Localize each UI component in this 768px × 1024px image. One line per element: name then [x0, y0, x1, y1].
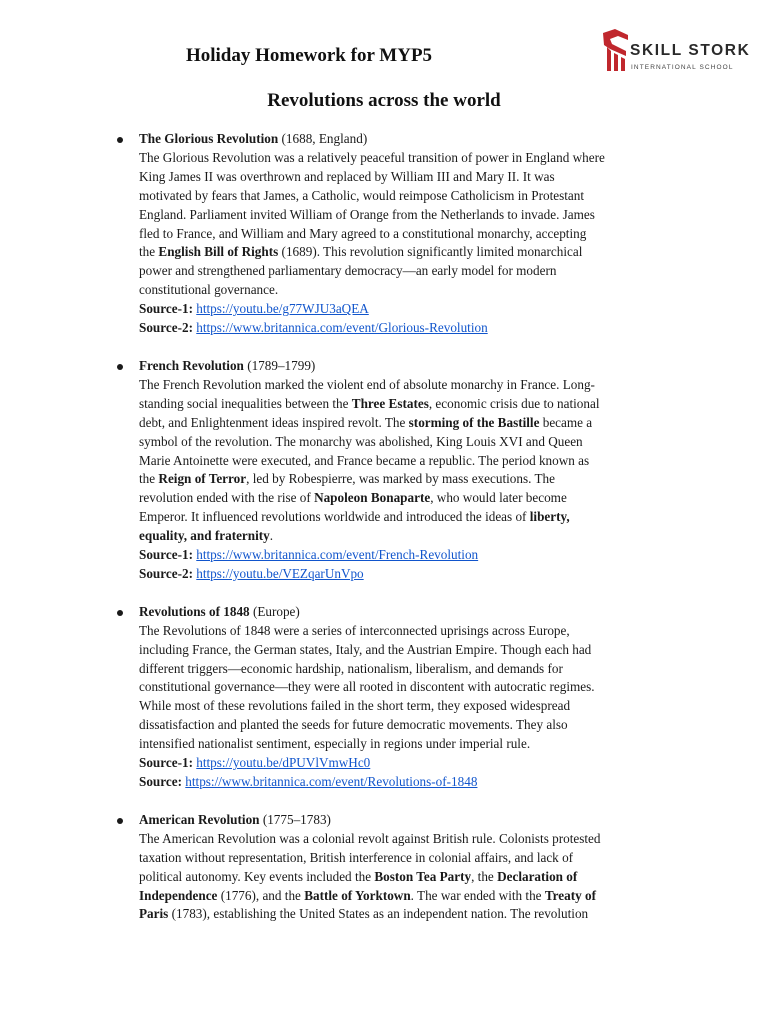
source-label: Source-2: — [139, 565, 193, 581]
paragraph-line: The French Revolution marked the violent end of absolute monarchy in France. Long- — [139, 376, 595, 392]
paragraph-line: King James II was overthrown and replaced by William III and Mary II. It was — [139, 168, 555, 184]
paragraph-line: fled to France, and William and Mary agreed to a constitutional monarchy, accepting — [139, 225, 587, 241]
bold-term: Reign of Terror — [158, 471, 247, 487]
source-link[interactable]: https://youtu.be/dPUVlVmwHc0 — [196, 755, 371, 771]
section-heading-title: American Revolution — [139, 811, 260, 827]
bullet-icon — [117, 610, 123, 616]
logo-name: SKILL STORK — [630, 42, 751, 59]
source-line — [139, 754, 679, 773]
section-4 — [139, 811, 679, 924]
bold-term: equality, and fraternity — [139, 528, 270, 544]
page-subtitle: Revolutions across the world — [267, 90, 501, 111]
bold-term: Independence — [139, 887, 218, 903]
paragraph-line: The Revolutions of 1848 were a series of interconnected uprisings across Europe, — [139, 622, 570, 638]
bold-term: Paris — [139, 906, 169, 922]
section-heading: The Glorious Revolution (1688, England) — [139, 131, 368, 146]
source-line — [139, 773, 679, 792]
section-3 — [139, 603, 679, 792]
paragraph-line: standing social inequalities between the Three Estates, economic crisis due to national — [139, 395, 600, 411]
paragraph-line: Marie Antoinette were executed, and France became a republic. The period known as — [139, 452, 590, 468]
source-label: Source-1: — [139, 301, 193, 317]
paragraph-line: The American Revolution was a colonial revolt against British rule. Colonists protested — [139, 830, 601, 846]
bullet-icon — [117, 364, 123, 370]
paragraph-line: motivated by fears that James, a Catholic, would reimpose Catholicism in Protestant — [139, 187, 584, 203]
section-heading: American Revolution (1775–1783) — [139, 811, 331, 827]
paragraph-line: equality, and fraternity. — [139, 528, 274, 544]
bullet-icon — [117, 137, 123, 143]
paragraph-line: Emperor. It influenced revolutions worldwide and introduced the ideas of liberty, — [139, 509, 570, 525]
paragraph-line: power and strengthened parliamentary democracy—an early model for modern — [139, 263, 557, 279]
paragraph-line: debt, and Enlightenment ideas inspired revolt. The storming of the Bastille became a — [139, 414, 593, 430]
section-heading: French Revolution (1789–1799) — [139, 357, 316, 373]
paragraph-line: While most of these revolutions failed in the short term, they exposed widespread — [139, 698, 571, 714]
paragraph-line: taxation without representation, British interference in colonial affairs, and lack of — [139, 849, 574, 865]
paragraph-line: dissatisfaction and planted the seeds for future democratic movements. They also — [139, 717, 568, 733]
paragraph-line: Independence (1776), and the Battle of Yorktown. The war ended with the Treaty of — [139, 887, 596, 903]
paragraph-line: Paris (1783), establishing the United States as an independent nation. The revolution — [139, 906, 589, 922]
bold-term: Napoleon Bonaparte — [314, 490, 431, 506]
paragraph-line: political autonomy. Key events included the Boston Tea Party, the Declaration of — [139, 868, 578, 884]
paragraph-line: The Glorious Revolution was a relatively peaceful transition of power in England where — [139, 149, 605, 165]
section-heading-title: The Glorious Revolution — [139, 131, 279, 146]
paragraph-line: revolution ended with the rise of Napoleon Bonaparte, who would later become — [139, 490, 567, 506]
source-line — [139, 546, 679, 565]
source-line — [139, 565, 679, 584]
bold-term: storming of the Bastille — [408, 414, 540, 430]
source-line — [139, 300, 679, 319]
section-1 — [139, 130, 679, 338]
source-link[interactable]: https://youtu.be/g77WJU3aQEA — [196, 301, 369, 317]
bold-term: Treaty of — [544, 887, 596, 903]
source-label: Source-1: — [139, 755, 193, 771]
section-heading-title: French Revolution — [139, 357, 244, 373]
paragraph-line: the English Bill of Rights (1689). This revolution significantly limited monarchical — [139, 244, 583, 260]
page-title: Holiday Homework for MYP5 — [185, 45, 433, 66]
bold-term: Battle of Yorktown — [304, 887, 411, 903]
source-link[interactable]: https://youtu.be/VEZqarUnVpo — [196, 565, 364, 581]
source-label: Source-1: — [139, 547, 193, 563]
source-link[interactable]: https://www.britannica.com/event/French-Revolution — [196, 547, 479, 563]
bold-term: Declaration of — [497, 868, 578, 884]
section-heading-title: Revolutions of 1848 — [139, 603, 250, 619]
paragraph-line: including France, the German states, Italy, and the Austrian Empire. Though each had — [139, 641, 592, 657]
source-label: Source: — [139, 774, 182, 789]
source-line — [139, 319, 679, 338]
paragraph-line: symbol of the revolution. The monarchy was abolished, King Louis XVI and Queen — [139, 433, 583, 449]
bullet-icon — [117, 818, 123, 824]
paragraph-line: intensified nationalist sentiment, especially in regions under imperial rule. — [139, 736, 531, 752]
source-link[interactable]: https://www.britannica.com/event/Glorious-Revolution — [196, 320, 488, 336]
sections-list — [139, 130, 679, 943]
paragraph-line: different triggers—economic hardship, nationalism, liberalism, and demands for — [139, 660, 563, 676]
section-heading: Revolutions of 1848 (Europe) — [139, 603, 300, 619]
source-link[interactable]: https://www.britannica.com/event/Revolutions-of-1848 — [185, 774, 478, 789]
bold-term: Three Estates — [351, 395, 429, 411]
bold-term: English Bill of Rights — [158, 244, 279, 260]
bold-term: liberty, — [529, 509, 570, 525]
paragraph-line: constitutional governance—they were all rooted in discontent with autocratic regimes. — [139, 679, 595, 695]
paragraph-line: England. Parliament invited William of Orange from the Netherlands to invade. James — [139, 206, 595, 222]
logo-subtitle: INTERNATIONAL SCHOOL — [631, 64, 734, 71]
bold-term: Boston Tea Party — [374, 868, 472, 884]
source-label: Source-2: — [139, 320, 193, 336]
paragraph-line: constitutional governance. — [139, 282, 279, 298]
paragraph-line: the Reign of Terror, led by Robespierre, was marked by mass executions. The — [139, 471, 555, 487]
section-2 — [139, 357, 679, 584]
